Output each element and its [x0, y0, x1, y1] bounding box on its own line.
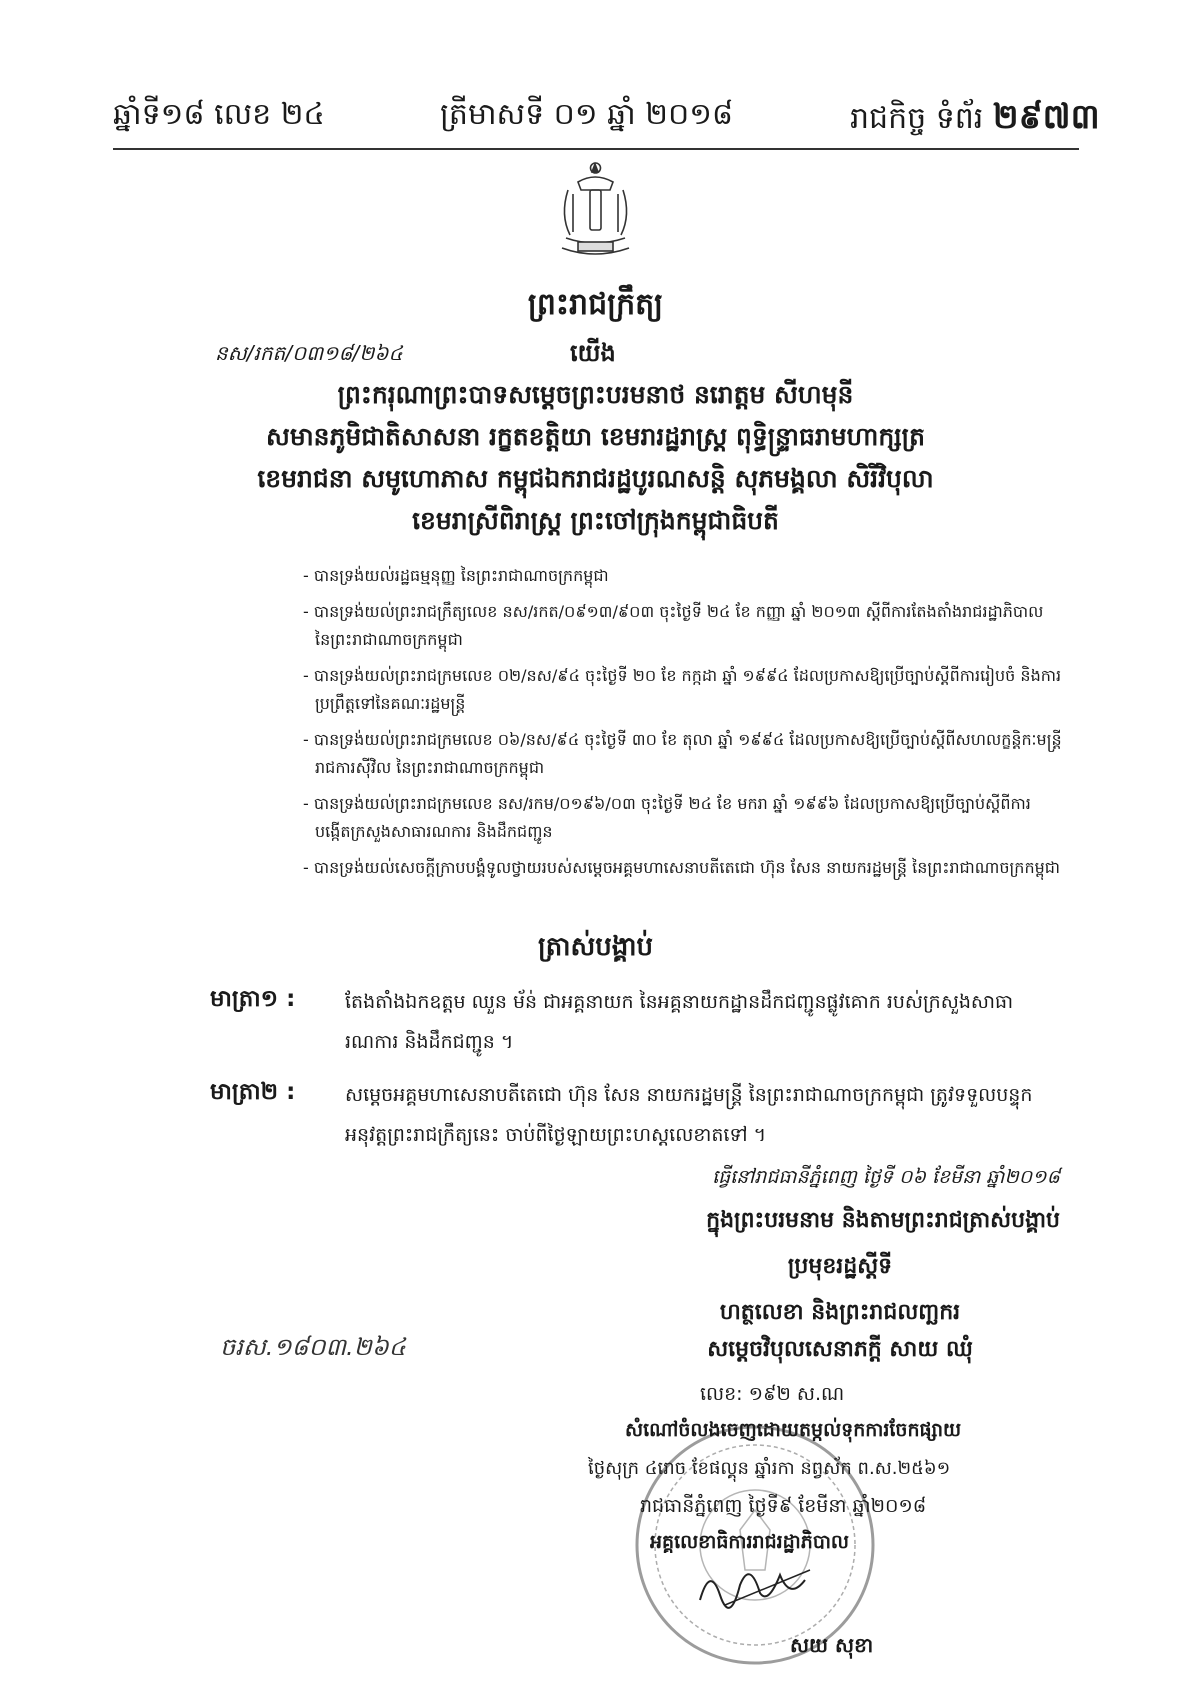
reference-item: - បានទ្រង់យល់រដ្ឋធម្មនុញ្ញ នៃព្រះរាជាណាចក្រកម្ពុជា: [303, 566, 609, 585]
signer-title: ប្រមុខរដ្ឋស្តីទី: [787, 1254, 893, 1279]
gazette-quarter: ត្រីមាសទី ០១ ឆ្នាំ ២០១៨: [440, 97, 734, 132]
cert-number: លេខ: ១៩២ ស.ណ: [700, 1383, 845, 1405]
signature-icon: [690, 1555, 820, 1615]
place-date: ធ្វើនៅរាជធានីភ្នំពេញ ថ្ងៃទី ០៦ ខែមីនា ឆ្នាំ២០១៨: [712, 1166, 1060, 1188]
reference-item: - បានទ្រង់យល់ព្រះរាជក្រមលេខ ០២/នស/៩៤ ចុះថ្ងៃទី ២០ ខែ កក្កដា ឆ្នាំ ១៩៩៤ ដែលប្រកាសឱ្យប្រើច្បាប់ស្តីពីការរៀបចំ និងការប្រព្រឹត្តទៅនៃគណៈរដ្ឋមន្ត្រី: [303, 666, 1062, 713]
king-title-line-4: ខេមរាស្រីពិរាស្ត្រ ព្រះចៅក្រុងកម្ពុជាធិបតី: [412, 506, 779, 535]
cert-lunar-date: ថ្ងៃសុក្រ ៤រោច ខែផល្គុន ឆ្នាំរកា នព្វស័ក ព.ស.២៥៦១: [588, 1458, 951, 1479]
reference-item: - បានទ្រង់យល់ព្រះរាជក្រមលេខ ០៦/នស/៩៤ ចុះថ្ងៃទី ៣០ ខែ តុលា ឆ្នាំ ១៩៩៤ ដែលប្រកាសឱ្យប្រើច្បាប់ស្តីពីសហលក្ខន្តិកៈមន្ត្រីរាជការស៊ីវិល នៃព្រះរាជាណាចក្រកម្ពុជា: [303, 730, 1062, 777]
legal-references: [303, 562, 1063, 890]
king-title-line-3: ខេមរាជនា សមូហោភាស កម្ពុជឯករាជរដ្ឋបូរណសន្តិ សុភមង្គលា សិរីវិបុលា: [257, 464, 934, 493]
gazette-page-number: ២៩៧៣: [992, 97, 1100, 137]
signer-name: សម្តេចវិបុលសេនាភក្តី សាយ ឈុំ: [707, 1337, 973, 1362]
article-2-label: មាត្រា២ :: [210, 1079, 296, 1105]
handwritten-reference: ចរស.១៨០៣.២៦៤: [220, 1333, 406, 1361]
gazette-year-issue: ឆ្នាំទី១៨ លេខ ២៤: [113, 97, 325, 132]
signer-office: ហត្ថលេខា និងព្រះរាជលញ្ឆករ: [719, 1300, 961, 1325]
king-title-line-2: សមានភូមិជាតិសាសនា រក្ខតខត្តិយា ខេមរារដ្ឋរាស្ត្រ ពុទ្ធិន្ទ្រាធរាមហាក្សត្រ: [266, 422, 925, 451]
cert-signer: សយ សុខា: [790, 1633, 874, 1657]
reference-item: - បានទ្រង់យល់ព្រះរាជក្រមលេខ នស/រកម/០១៩៦/០៣ ចុះថ្ងៃទី ២៤ ខែ មករា ឆ្នាំ ១៩៩៦ ដែលប្រកាសឱ្យប្រើច្បាប់ស្តីពីការបង្កើតក្រសួងសាធារណការ និងដឹកជញ្ជូន: [303, 794, 1031, 841]
we-heading: យើង: [570, 339, 616, 367]
reference-item: - បានទ្រង់យល់សេចក្តីក្រាបបង្គំទូលថ្វាយរបស់សម្តេចអគ្គមហាសេនាបតីតេជោ ហ៊ុន សែន នាយករដ្ឋមន្ត្រី នៃព្រះរាជាណាចក្រកម្ពុជា: [303, 858, 1060, 877]
royal-emblem-icon: [548, 160, 643, 260]
royal-order: ក្នុងព្រះបរមនាម និងតាមព្រះរាជត្រាស់បង្គាប់: [706, 1208, 1060, 1233]
article-2-text: សម្តេចអគ្គមហាសេនាបតីតេជោ ហ៊ុន សែន នាយករដ្ឋមន្ត្រី នៃព្រះរាជាណាចក្រកម្ពុជា ត្រូវទទួលបន្ទុកអនុវត្តព្រះរាជក្រឹត្យនេះ ចាប់ពីថ្ងៃឡាយព្រះហស្តលេខាតទៅ ។: [345, 1084, 1033, 1146]
decree-title: ព្រះរាជក្រឹត្យ: [527, 287, 664, 322]
cert-heading: សំណៅចំលងចេញដោយតម្កល់ទុកការចែកផ្សាយ: [625, 1419, 962, 1441]
cert-solar-date: រាជធានីភ្នំពេញ ថ្ងៃទី៩ ខែមីនា ឆ្នាំ២០១៨: [640, 1495, 927, 1517]
article-1-text: តែងតាំងឯកឧត្តម ឈួន ម័ន់ ជាអគ្គនាយក នៃអគ្គនាយកដ្ឋានដឹកជញ្ជូនផ្លូវគោក របស់ក្រសួងសាធារណការ និងដឹកជញ្ជូន ។: [345, 991, 1014, 1053]
reference-item: - បានទ្រង់យល់ព្រះរាជក្រឹត្យលេខ នស/រកត/០៩១៣/៩០៣ ចុះថ្ងៃទី ២៤ ខែ កញ្ញា ឆ្នាំ ២០១៣ ស្តីពីការតែងតាំងរាជរដ្ឋាភិបាល នៃព្រះរាជាណាចក្រកម្ពុជា: [303, 602, 1044, 649]
article-1-label: មាត្រា១ :: [210, 986, 296, 1012]
decree-reference-number: នស/រកត/០៣១៨/២៦៤: [215, 341, 403, 365]
header-divider: [113, 148, 1079, 150]
cert-office: អគ្គលេខាធិការរាជរដ្ឋាភិបាល: [650, 1531, 849, 1553]
king-title-line-1: ព្រះករុណាព្រះបាទសម្តេចព្រះបរមនាថ នរោត្តម សីហមុនី: [337, 380, 854, 409]
gazette-page: [850, 95, 1100, 145]
decrees-heading: ត្រាស់បង្គាប់: [537, 932, 654, 962]
gazette-page-label: រាជកិច្ច ទំព័រ: [850, 101, 984, 136]
